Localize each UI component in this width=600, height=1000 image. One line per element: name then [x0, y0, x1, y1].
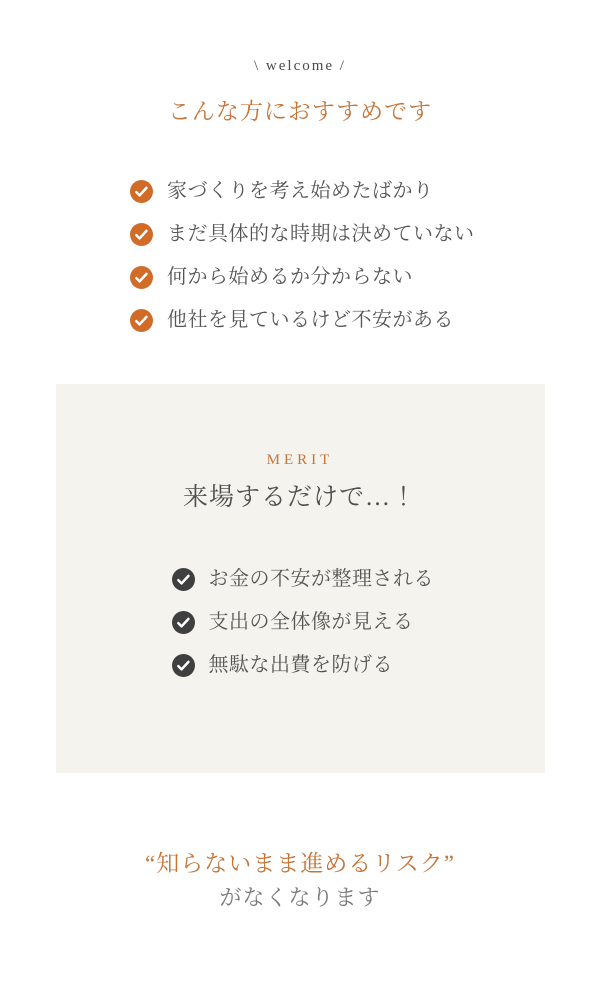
- check-icon: [172, 654, 195, 677]
- check-icon: [130, 180, 153, 203]
- recommend-list: [130, 179, 600, 332]
- merit-list: [172, 567, 545, 677]
- list-item: [172, 567, 545, 591]
- check-icon: [130, 309, 153, 332]
- merit-panel: [56, 384, 545, 773]
- check-icon: [172, 611, 195, 634]
- list-item: [130, 179, 600, 203]
- merit-label: MERIT: [266, 452, 334, 468]
- list-item-label: 他社を見ているけど不安がある: [167, 309, 454, 331]
- list-item: [172, 653, 545, 677]
- merit-heading: 来場するだけで…！: [182, 484, 417, 511]
- section-heading: こんな方におすすめです: [167, 99, 433, 124]
- check-icon: [172, 568, 195, 591]
- list-item: [130, 265, 600, 289]
- list-item-label: 無駄な出費を防げる: [208, 654, 393, 676]
- closing-highlight: “知らないまま進めるリスク”: [145, 851, 455, 876]
- check-icon: [130, 266, 153, 289]
- list-item-label: 支出の全体像が見える: [208, 611, 414, 633]
- list-item: [130, 222, 600, 246]
- list-item: [130, 308, 600, 332]
- list-item-label: まだ具体的な時期は決めていない: [167, 223, 475, 245]
- list-item-label: 何から始めるか分からない: [167, 266, 413, 288]
- welcome-eyebrow: \ welcome /: [254, 58, 346, 74]
- list-item: [172, 610, 545, 634]
- closing-message: [0, 852, 600, 909]
- check-icon: [130, 223, 153, 246]
- closing-tail: がなくなります: [219, 885, 381, 910]
- list-item-label: 家づくりを考え始めたばかり: [167, 180, 434, 202]
- list-item-label: お金の不安が整理される: [208, 568, 434, 590]
